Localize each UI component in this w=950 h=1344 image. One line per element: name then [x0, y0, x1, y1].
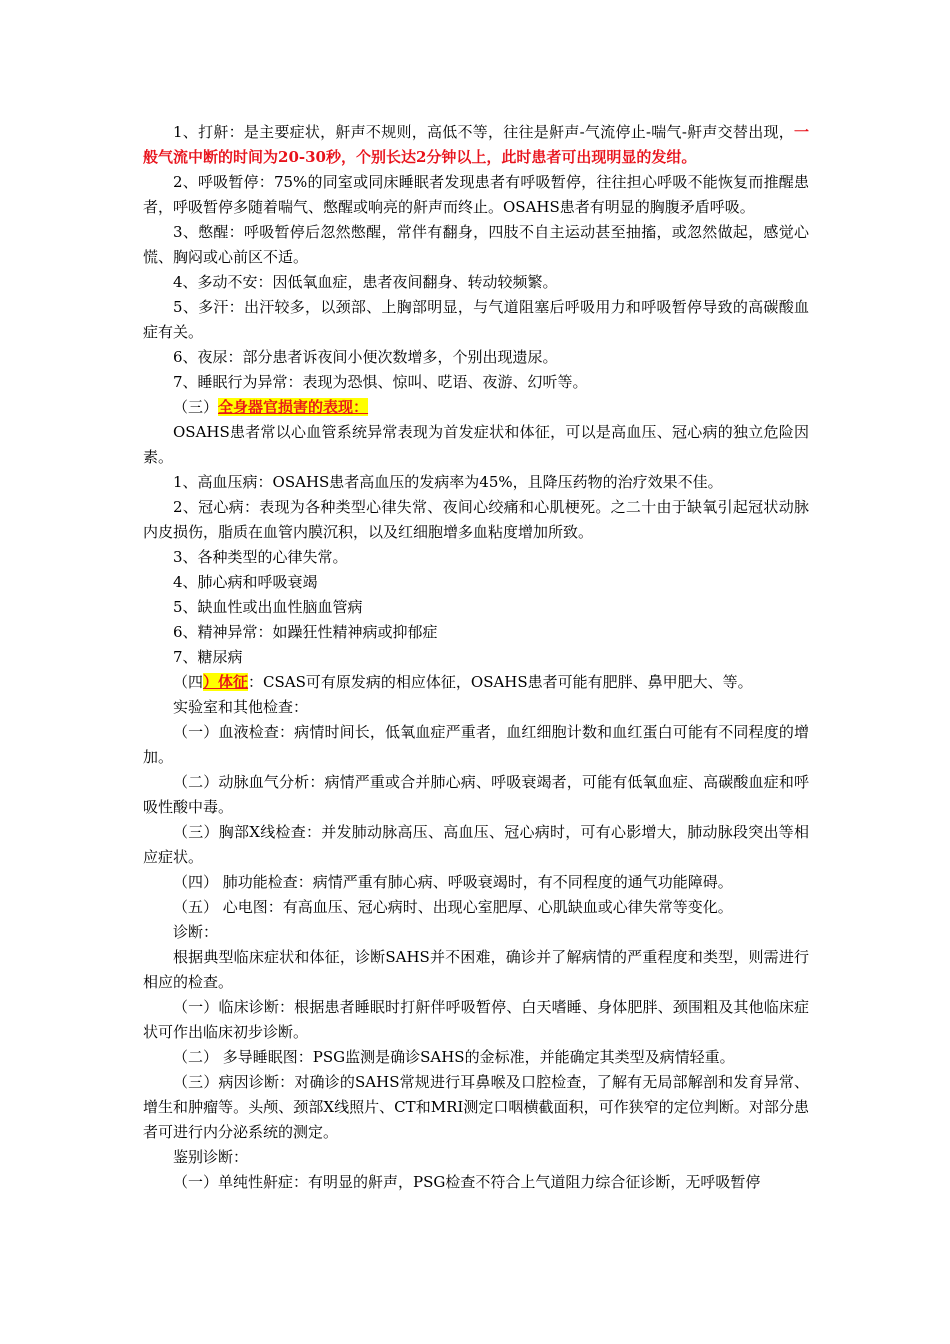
paragraph-text: 2、呼吸暂停：75%的同室或同床睡眠者发现患者有呼吸暂停，往往担心呼吸不能恢复而推醒患者，呼吸暂停多随着喘气、憋醒或响亮的鼾声而终止。OSAHS患者有明显的胸腹矛盾呼吸。: [143, 173, 809, 216]
paragraph: [143, 495, 809, 545]
paragraph-text: （五） 心电图：有高血压、冠心病时、出现心室肥厚、心肌缺血或心律失常等变化。: [173, 898, 733, 916]
paragraph: [143, 770, 809, 820]
paragraph-text: 5、缺血性或出血性脑血管病: [173, 598, 363, 616]
paragraph-text: （一）血液检查：病情时间长，低氧血症严重者，血红细胞计数和血红蛋白可能有不同程度的增加。: [143, 723, 809, 766]
paragraph-text: 4、多动不安：因低氧血症，患者夜间翻身、转动较频繁。: [173, 273, 558, 291]
paragraph-text: 鉴别诊断：: [173, 1148, 249, 1166]
paragraph: [143, 945, 809, 995]
paragraph-text: （二）动脉血气分析：病情严重或合并肺心病、呼吸衰竭者，可能有低氧血症、高碳酸血症和呼吸性酸中毒。: [143, 773, 809, 816]
paragraph-text: （一）单纯性鼾症：有明显的鼾声，PSG检查不符合上气道阻力综合征诊断，无呼吸暂停: [173, 1173, 761, 1191]
paragraph: [143, 595, 809, 620]
paragraph-text: （一）临床诊断：根据患者睡眠时打鼾伴呼吸暂停、白天嗜睡、身体肥胖、颈围粗及其他临床症状可作出临床初步诊断。: [143, 998, 809, 1041]
paragraph-text: 6、夜尿：部分患者诉夜间小便次数增多，个别出现遗尿。: [173, 348, 558, 366]
paragraph-text: 4、肺心病和呼吸衰竭: [173, 573, 318, 591]
paragraph: [143, 220, 809, 270]
paragraph: [143, 1145, 809, 1170]
paragraph-text: 3、各种类型的心律失常。: [173, 548, 348, 566]
paragraph: [143, 895, 809, 920]
paragraph-text: （三）病因诊断：对确诊的SAHS常规进行耳鼻喉及口腔检查，了解有无局部解剖和发育异常、增生和肿瘤等。头颅、颈部X线照片、CT和MRI测定口咽横截面积，可作狭窄的定位判断。对部分患者可进行内分泌系统的测定。: [143, 1073, 809, 1141]
paragraph: [143, 395, 809, 420]
document-body: [143, 120, 809, 1195]
paragraph-text: 6、精神异常：如躁狂性精神病或抑郁症: [173, 623, 438, 641]
paragraph-text: （四） 肺功能检查：病情严重有肺心病、呼吸衰竭时，有不同程度的通气功能障碍。: [173, 873, 733, 891]
paragraph-text: OSAHS患者常以心血管系统异常表现为首发症状和体征，可以是高血压、冠心病的独立危险因素。: [143, 423, 809, 466]
paragraph: [143, 920, 809, 945]
paragraph-text: （三）: [173, 398, 219, 416]
highlighted-heading-text: ）体征: [203, 673, 249, 691]
paragraph-text: 诊断：: [173, 923, 219, 941]
paragraph: [143, 170, 809, 220]
paragraph: [143, 670, 809, 695]
paragraph: [143, 720, 809, 770]
paragraph: [143, 695, 809, 720]
paragraph: [143, 1070, 809, 1145]
paragraph: [143, 645, 809, 670]
paragraph-text: ：CSAS可有原发病的相应体征，OSAHS患者可能有肥胖、鼻甲肥大、等。: [248, 673, 753, 691]
paragraph: [143, 1170, 809, 1195]
paragraph-text: 1、打鼾：是主要症状，鼾声不规则，高低不等，往往是鼾声-气流停止-喘气-鼾声交替出现，: [173, 123, 794, 141]
paragraph: [143, 1045, 809, 1070]
paragraph: [143, 995, 809, 1045]
paragraph: [143, 420, 809, 470]
paragraph: [143, 370, 809, 395]
paragraph-text: 根据典型临床症状和体征，诊断SAHS并不困难，确诊并了解病情的严重程度和类型，则需进行相应的检查。: [143, 948, 809, 991]
paragraph: [143, 570, 809, 595]
paragraph-text: 7、睡眠行为异常：表现为恐惧、惊叫、呓语、夜游、幻听等。: [173, 373, 588, 391]
paragraph: [143, 820, 809, 870]
paragraph-text: 2、冠心病：表现为各种类型心律失常、夜间心绞痛和心肌梗死。之二十由于缺氧引起冠状动脉内皮损伤，脂质在血管内膜沉积，以及红细胞增多血粘度增加所致。: [143, 498, 809, 541]
paragraph: [143, 870, 809, 895]
paragraph: [143, 270, 809, 295]
highlighted-heading-text: 全身器官损害的表现：: [218, 398, 369, 416]
paragraph-text: 实验室和其他检查：: [173, 698, 309, 716]
paragraph-text: 3、憋醒：呼吸暂停后忽然憋醒，常伴有翻身，四肢不自主运动甚至抽搐，或忽然做起，感觉心慌、胸闷或心前区不适。: [143, 223, 809, 266]
paragraph-text: 7、糖尿病: [173, 648, 243, 666]
paragraph: [143, 120, 809, 170]
paragraph-text: （四: [173, 673, 204, 691]
paragraph-text: （二） 多导睡眠图：PSG监测是确诊SAHS的金标准，并能确定其类型及病情轻重。: [173, 1048, 735, 1066]
paragraph: [143, 620, 809, 645]
emphasized-red-text: 一般气流中断的时间为20-30秒，个别长达2分钟以上，此时患者可出现明显的发绀。: [143, 123, 809, 166]
paragraph: [143, 470, 809, 495]
paragraph: [143, 545, 809, 570]
paragraph-text: （三）胸部X线检查：并发肺动脉高压、高血压、冠心病时，可有心影增大，肺动脉段突出等相应症状。: [143, 823, 809, 866]
paragraph: [143, 345, 809, 370]
paragraph-text: 5、多汗：出汗较多，以颈部、上胸部明显，与气道阻塞后呼吸用力和呼吸暂停导致的高碳酸血症有关。: [143, 298, 809, 341]
paragraph: [143, 295, 809, 345]
paragraph-text: 1、高血压病：OSAHS患者高血压的发病率为45%，且降压药物的治疗效果不佳。: [173, 473, 723, 491]
